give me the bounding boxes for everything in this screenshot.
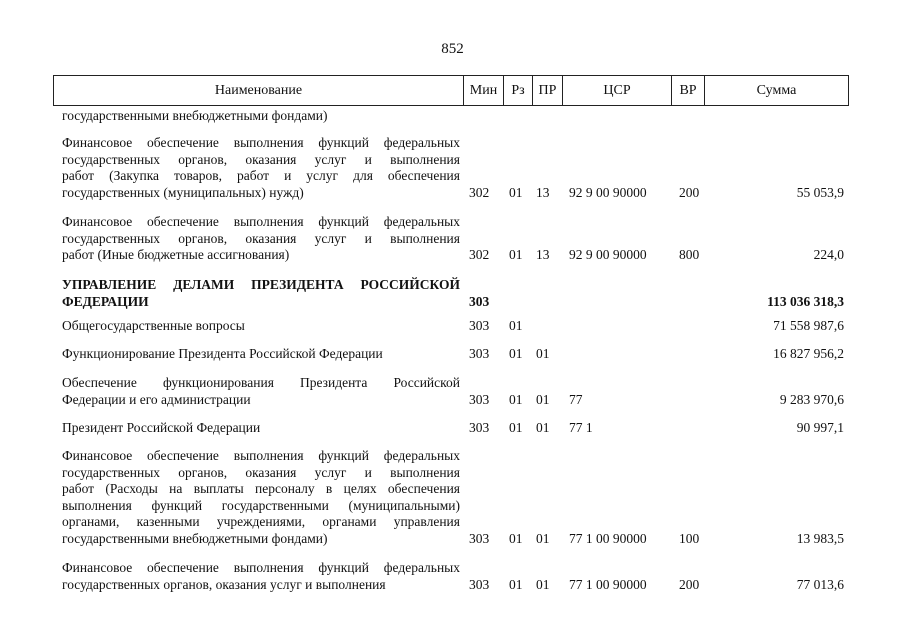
row-sum: 13 983,5 [796,530,844,546]
row-rz: 01 [509,184,523,200]
row-name-line: государственными внебюджетными фондами) [62,530,328,546]
row-name-line: государственных органов, оказания услуг и выполнения [62,576,386,592]
row-name-line: государственных (муниципальных) нужд) [62,184,304,200]
row-name-line: государственных органов, оказания услуг и выполнения [62,151,460,167]
row-rz: 01 [509,247,523,262]
row-min: 303 [469,293,490,309]
page-number: 852 [441,41,464,57]
row-name-line: государственных органов, оказания услуг и выполнения [62,464,460,480]
row-sum: 71 558 987,6 [773,318,844,333]
row-name [62,135,460,201]
row-pr: 13 [536,247,550,262]
row-name [62,448,460,547]
row-name-line: Финансовое обеспечение выполнения функций федеральных [62,560,460,575]
row-name-line: Финансовое обеспечение выполнения функций федеральных [62,135,460,150]
row-name-line: Функционирование Президента Российской Федерации [62,346,383,361]
row-sum: 113 036 318,3 [767,293,844,309]
row-sum: 9 283 970,6 [779,391,844,407]
header-min: Мин [464,76,504,105]
row-sum: 90 997,1 [796,420,844,435]
row-name-line: работ (Закупка товаров, работ и услуг для обеспечения [62,168,460,183]
row-name [62,375,460,408]
row-vr: 100 [679,530,700,546]
row-name-line: УПРАВЛЕНИЕ ДЕЛАМИ ПРЕЗИДЕНТА РОССИЙСКОЙ [62,277,460,292]
row-name [62,420,460,437]
row-min: 302 [469,247,490,262]
table-header [53,75,849,106]
row-name-line: Финансовое обеспечение выполнения функций федеральных [62,448,460,463]
row-min: 303 [469,346,490,361]
row-name [62,318,460,335]
row-csr: 77 1 00 90000 [569,576,647,592]
row-csr: 77 [569,391,583,407]
row-sum: 224,0 [813,247,844,262]
row-rz: 01 [509,346,523,361]
header-pr: ПР [533,76,563,105]
header-name: Наименование [54,76,464,105]
row-min: 303 [469,576,490,592]
row-name-line: Общегосударственные вопросы [62,318,245,333]
row-sum: 16 827 956,2 [773,346,844,361]
header-rz: Рз [504,76,533,105]
row-name-line: ФЕДЕРАЦИИ [62,293,149,309]
row-name [62,108,460,125]
row-pr: 13 [536,184,550,200]
row-name-line: Президент Российской Федерации [62,420,261,435]
row-min: 303 [469,318,490,333]
row-name [62,214,460,264]
row-name-line: государственными внебюджетными фондами) [62,108,328,123]
row-csr: 92 9 00 90000 [569,247,647,262]
row-csr: 77 1 [569,420,593,435]
row-rz: 01 [509,576,523,592]
row-vr: 200 [679,576,700,592]
row-name [62,277,460,310]
row-name [62,560,460,593]
row-min: 303 [469,530,490,546]
row-pr: 01 [536,346,550,361]
row-csr: 92 9 00 90000 [569,184,647,200]
row-name [62,346,460,363]
row-min: 303 [469,391,490,407]
row-name-line: выполнения функций государственными (муниципальными) [62,497,460,513]
row-name-line: органами, казенными учреждениями, органами управления [62,514,460,529]
row-min: 302 [469,184,490,200]
row-vr: 800 [679,247,700,262]
row-name-line: Федерации и его администрации [62,391,251,407]
row-vr: 200 [679,184,700,200]
row-name-line: Финансовое обеспечение выполнения функций федеральных [62,214,460,229]
row-name-line: работ (Иные бюджетные ассигнования) [62,247,290,262]
header-vr: ВР [672,76,705,105]
header-csr: ЦСР [563,76,672,105]
row-name-line: работ (Расходы на выплаты персоналу в целях обеспечения [62,481,460,496]
row-sum: 55 053,9 [796,184,844,200]
row-rz: 01 [509,530,523,546]
row-pr: 01 [536,391,550,407]
row-sum: 77 013,6 [796,576,844,592]
row-rz: 01 [509,420,523,435]
row-rz: 01 [509,318,523,333]
row-pr: 01 [536,576,550,592]
row-rz: 01 [509,391,523,407]
row-min: 303 [469,420,490,435]
row-csr: 77 1 00 90000 [569,530,647,546]
row-name-line: государственных органов, оказания услуг и выполнения [62,230,460,246]
row-name-line: Обеспечение функционирования Президента Российской [62,375,460,390]
row-pr: 01 [536,420,550,435]
row-pr: 01 [536,530,550,546]
header-sum: Сумма [756,83,797,98]
